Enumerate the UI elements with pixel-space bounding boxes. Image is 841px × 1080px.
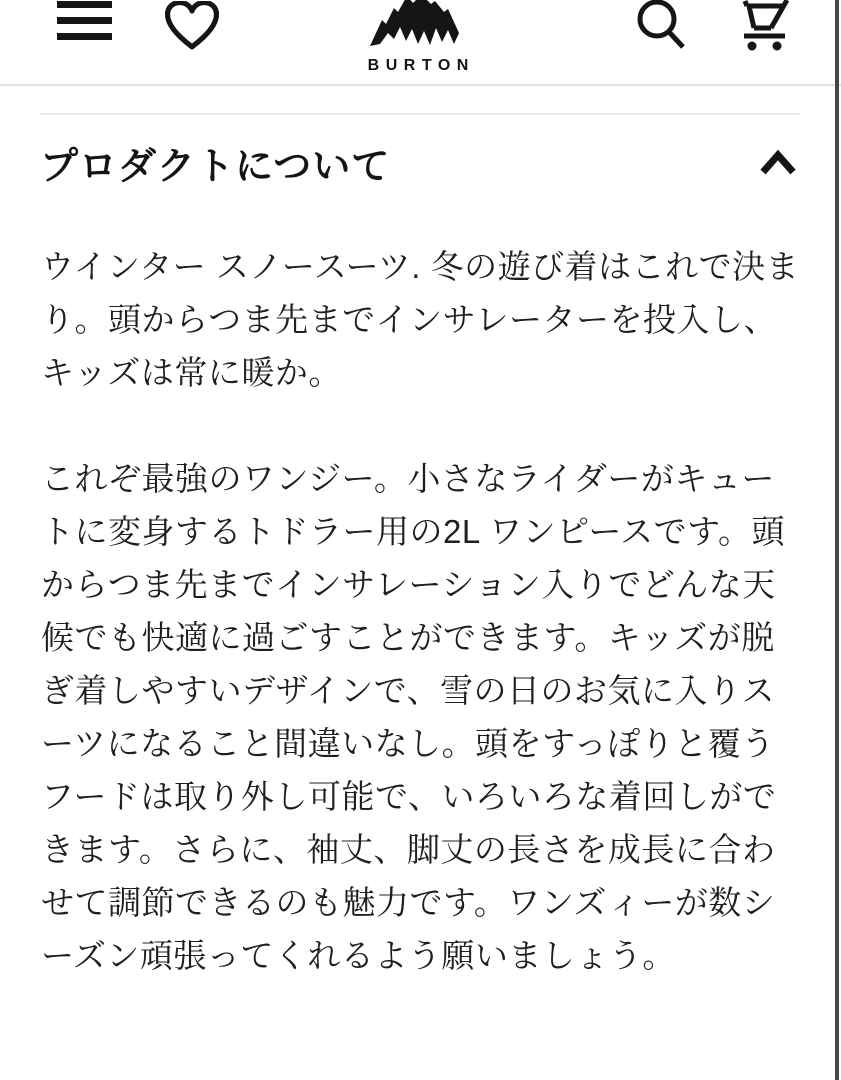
site-header (0, 0, 841, 84)
menu-button[interactable] (57, 1, 112, 44)
section-title: プロダクトについて (40, 145, 391, 188)
wishlist-button[interactable] (164, 1, 220, 54)
description-paragraph-1: ウインター スノースーツ. 冬の遊び着はこれで決まり。頭からつま先までインサレーターを投入し、キッズは常に暖か。 (41, 248, 800, 391)
search-icon (633, 0, 695, 52)
section-divider (40, 113, 800, 115)
cart-button[interactable] (740, 0, 792, 55)
brand-logo[interactable] (358, 0, 478, 75)
product-description (41, 240, 804, 1035)
screen-edge-line (835, 0, 839, 1080)
brand-wordmark: BURTON (367, 57, 475, 74)
description-paragraph-2: これぞ最強のワンジー。小さなライダーがキュートに変身するトドラー用の2L ワンピースです。頭からつま先までインサレーション入りでどんな天候でも快適に過ごすことができます。キッズが脱ぎ着しやすいデザインで、雪の日のお気に入りスーツになること間違いなし。頭をすっぽりと覆うフードは取り外し可能で、いろいろな着回しができます。さらに、袖丈、脚丈の長さを成長に合わせて調節できるのも魅力です。ワンズィーが数シーズン頑張ってくれるよう願いましょう。 (41, 460, 786, 974)
chevron-up-icon (760, 148, 796, 176)
product-about-accordion-header[interactable] (40, 136, 800, 188)
mountain-logo-icon (368, 0, 468, 52)
search-button[interactable] (633, 0, 695, 55)
shopping-cart-icon (740, 0, 792, 52)
heart-icon (164, 1, 220, 51)
header-divider (0, 84, 841, 86)
hamburger-menu-icon (57, 1, 112, 41)
